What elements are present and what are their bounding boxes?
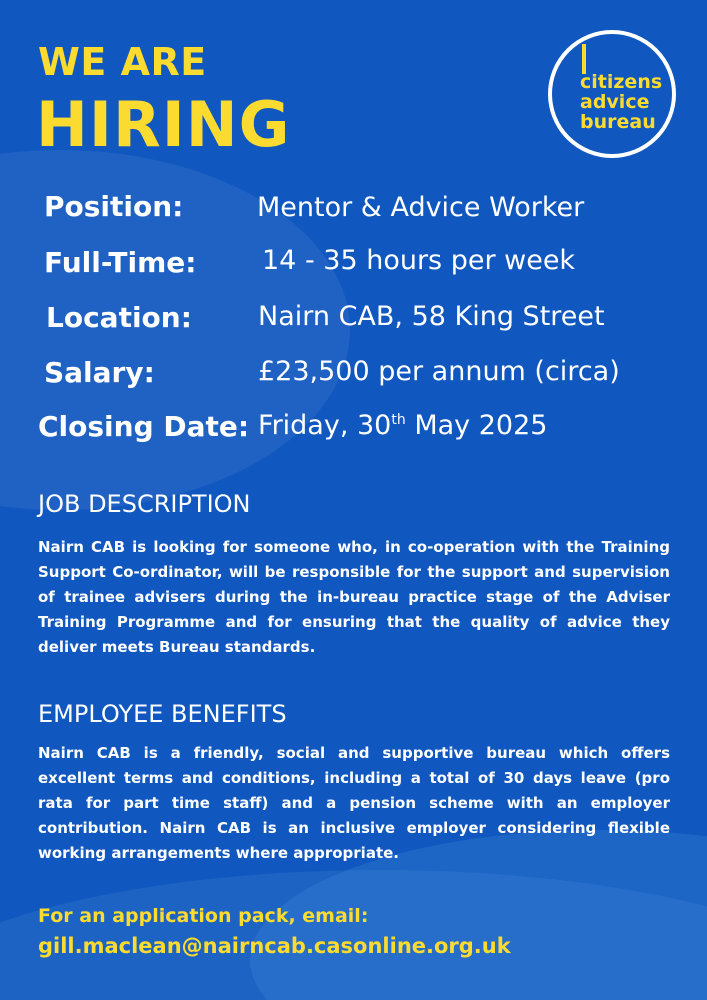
logo-line-advice: advice	[580, 91, 650, 113]
closing-date-value	[258, 410, 547, 441]
location-label: Location:	[46, 301, 192, 334]
full-time-label: Full-Time:	[44, 246, 197, 279]
headline-hiring: HIRING	[36, 88, 291, 161]
application-email-link[interactable]: gill.maclean@nairncab.casonline.org.uk	[38, 934, 511, 958]
logo-line-citizens: citizens	[580, 71, 663, 93]
application-prompt: For an application pack, email:	[38, 905, 369, 927]
position-value: Mentor & Advice Worker	[257, 192, 585, 223]
closing-date-month-year: May 2025	[405, 410, 548, 441]
employee-benefits-body: Nairn CAB is a friendly, social and supportive bureau which offers excellent terms and conditions, including a total of 30 days leave (pro rata for part time staff) and a pension scheme with an employer contribution. Nairn CAB is an inclusive employer considering flexible working arrangements where appropriate.	[38, 744, 670, 862]
job-description-heading: JOB DESCRIPTION	[38, 490, 251, 518]
location-value: Nairn CAB, 58 King Street	[258, 301, 605, 332]
position-label: Position:	[44, 190, 184, 223]
logo-bar-icon	[582, 44, 586, 74]
logo-text	[580, 72, 662, 132]
logo-line-bureau: bureau	[580, 111, 656, 133]
closing-date-label: Closing Date:	[38, 410, 250, 443]
closing-date-day: Friday, 30	[258, 410, 392, 441]
headline-we-are: WE ARE	[38, 40, 207, 84]
job-description-body: Nairn CAB is looking for someone who, in co-operation with the Training Support Co-ordinator, will be responsible for the support and supervision of trainee advisers during the in-bureau practice stage of the Adviser Training Programme and for ensuring that the quality of advice they deliver meets Bureau standards.	[38, 538, 670, 656]
citizens-advice-bureau-logo	[548, 30, 676, 158]
employee-benefits-heading: EMPLOYEE BENEFITS	[38, 700, 287, 728]
salary-value: £23,500 per annum (circa)	[258, 356, 620, 387]
full-time-value: 14 - 35 hours per week	[262, 245, 576, 276]
closing-date-ordinal: th	[391, 412, 406, 428]
salary-label: Salary:	[44, 356, 155, 389]
